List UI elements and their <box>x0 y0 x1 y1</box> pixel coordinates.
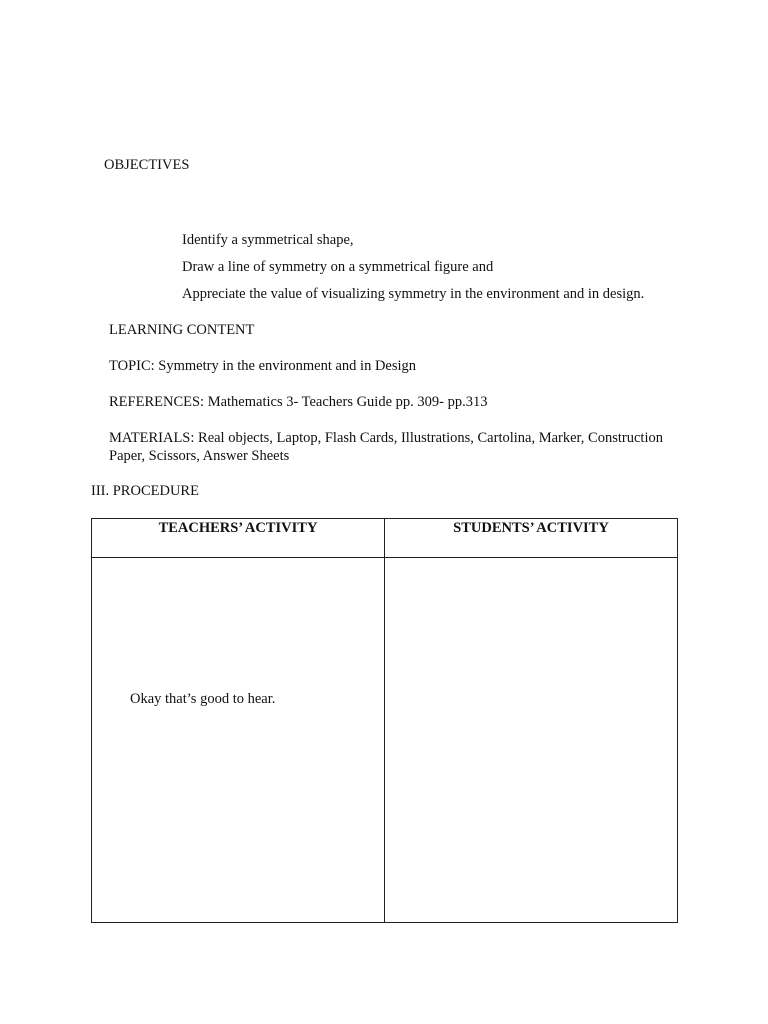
objective-item: Draw a line of symmetry on a symmetrical figure and <box>182 259 494 275</box>
topic-line: TOPIC: Symmetry in the environment and in Design <box>109 358 417 374</box>
teachers-activity-header: TEACHERS’ ACTIVITY <box>158 520 318 536</box>
table-column-divider <box>384 519 385 922</box>
table-header-divider <box>92 557 677 558</box>
objective-item: Appreciate the value of visualizing symmetry in the environment and in design. <box>182 286 645 302</box>
references-line: REFERENCES: Mathematics 3- Teachers Guide pp. 309- pp.313 <box>109 394 488 410</box>
objectives-heading: OBJECTIVES <box>104 157 190 173</box>
procedure-heading: III. PROCEDURE <box>91 483 199 499</box>
learning-content-heading: LEARNING CONTENT <box>109 322 255 338</box>
teachers-activity-text: Okay that’s good to hear. <box>130 691 276 707</box>
objective-item: Identify a symmetrical shape, <box>182 232 354 248</box>
materials-paragraph: MATERIALS: Real objects, Laptop, Flash Cards, Illustrations, Cartolina, Marker, Construction Paper, Scissors, Answer Sheets <box>109 430 663 464</box>
activity-table <box>91 518 678 923</box>
students-activity-header: STUDENTS’ ACTIVITY <box>453 520 609 536</box>
